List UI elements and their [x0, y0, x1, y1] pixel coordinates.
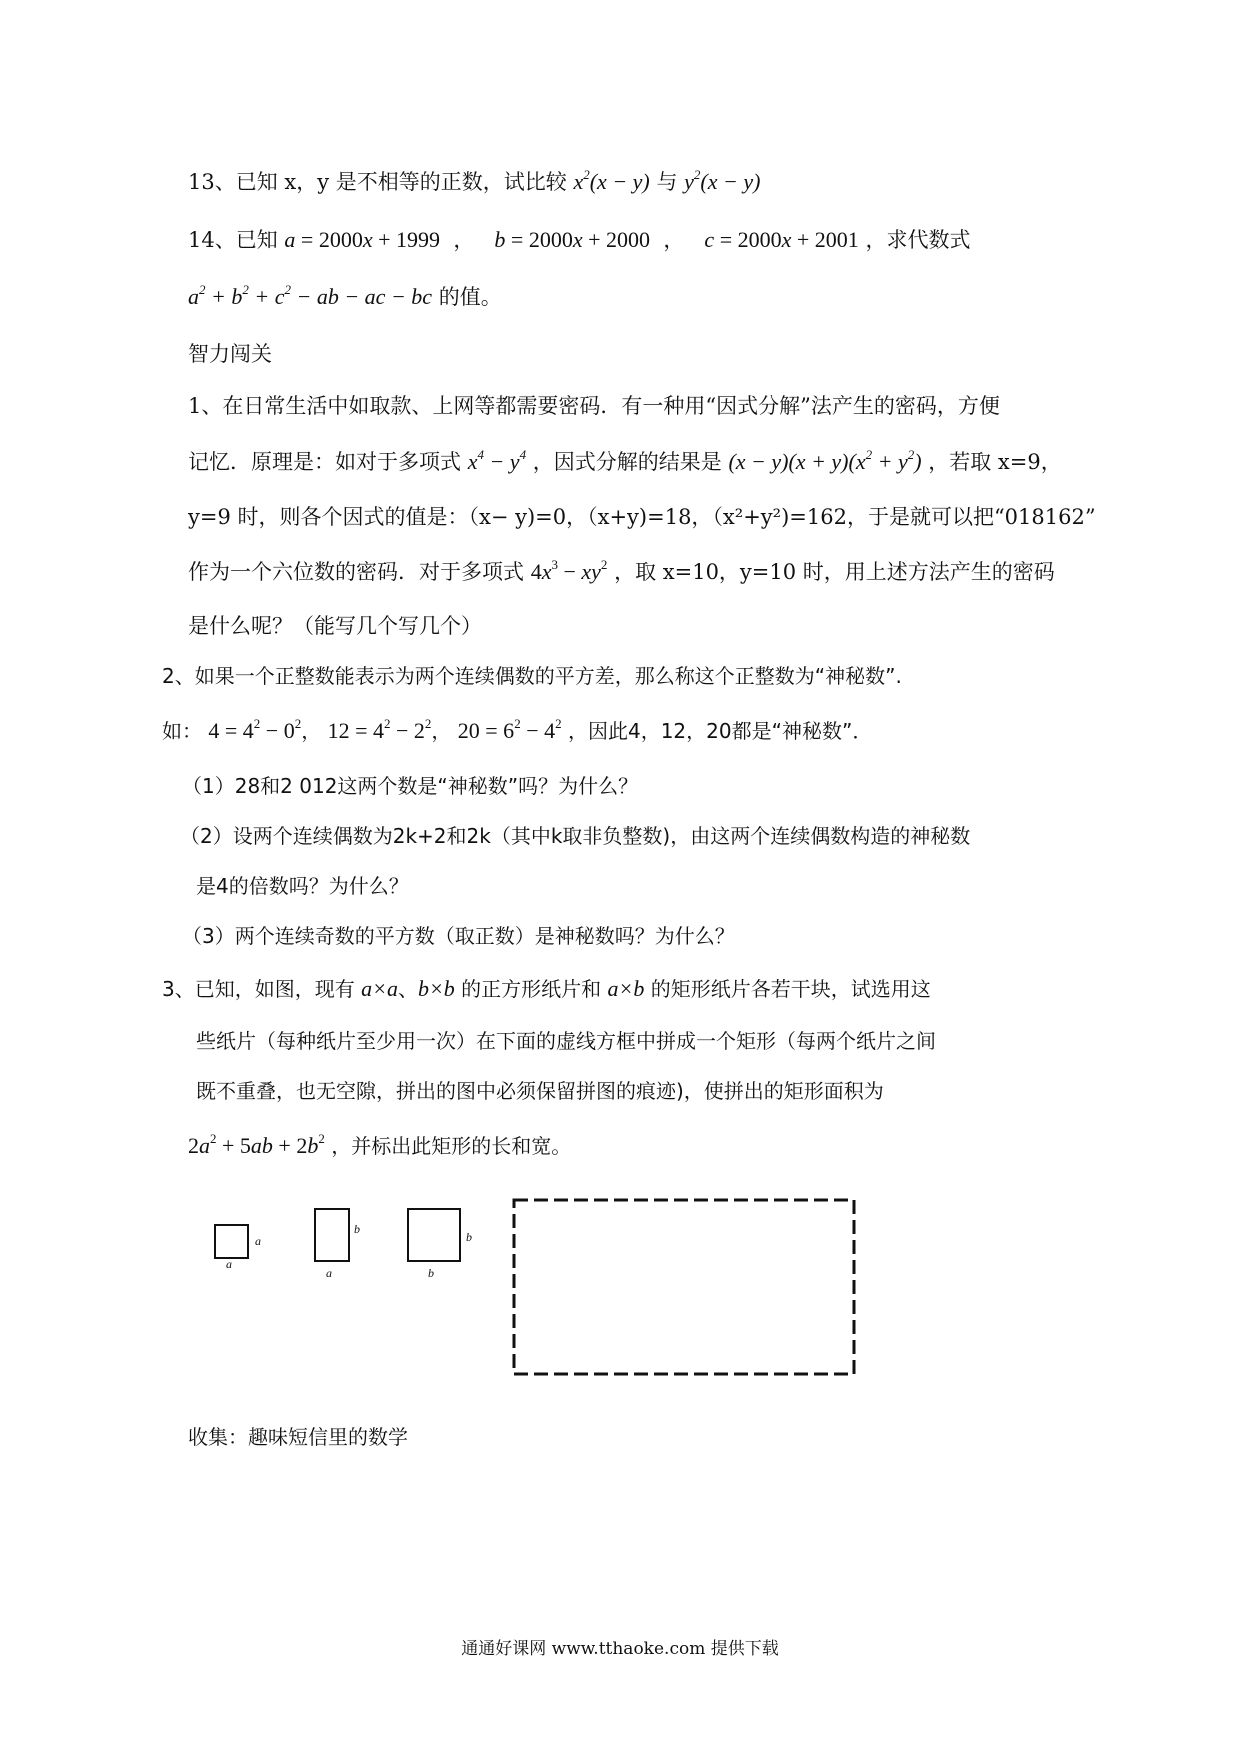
p1-line5: 是什么呢？（能写几个写几个） [188, 614, 482, 638]
tile-b-by-b [407, 1208, 461, 1262]
p3-line4 [188, 1132, 571, 1160]
p2-sub3: （3）两个连续奇数的平方数（取正数）是神秘数吗？为什么？ [182, 924, 735, 948]
q14-expr: $a^2 + b^2 + c^2$ − ab − ac − bc [188, 281, 433, 309]
p1-poly2: $4x^3 - xy^2$ [530, 556, 608, 584]
p3-sep: 、 [397, 977, 418, 1001]
p2-eq3: $20 = 6^2 - 4^2$ [457, 715, 562, 743]
p3-axb: a×b [607, 976, 645, 1001]
tile-a-by-b [314, 1208, 350, 1262]
p2-sub2b: 是4的倍数吗？为什么？ [196, 874, 409, 898]
answer-dashed-box [510, 1196, 860, 1380]
q14-b-eq: b = 2000x + 2000 [494, 227, 651, 252]
tile3-side-label: b [466, 1230, 472, 1244]
p1-factored: $(x - y)(x + y)(x^2 + y^2)$ [728, 446, 922, 474]
tile1-bottom-label: a [226, 1257, 232, 1271]
p1-line2-b: ，因式分解的结果是 [532, 450, 722, 474]
p1-line4-b: ，取 x=10，y=10 时，用上述方法产生的密码 [614, 560, 1055, 584]
p2-line2: 如： $4 = 4^2 - 0^2$， $12 = 4^2 - 2^2$， $20 = 6^2 - 4^2$ ，因此4，12，20都是“神秘数”． [162, 715, 873, 743]
q14-prefix: 14、已知 [188, 228, 278, 252]
question-14-line2 [188, 283, 502, 311]
p1-line2-c: ，若取 x=9， [928, 450, 1062, 474]
q13-mid: 与 [656, 170, 678, 194]
tile2-bottom-label: a [326, 1266, 332, 1280]
p3-line2: 些纸片（每种纸片至少用一次）在下面的虚线方框中拼成一个矩形（每两个纸片之间 [196, 1029, 936, 1053]
question-14: 14、已知 a = 2000x + 1999 ， b = 2000x + 2000 ， c = 2000x + 2001 ，求代数式 [188, 227, 971, 252]
p2-sub1: （1）28和2 012这两个数是“神秘数”吗？为什么？ [182, 774, 639, 798]
section-title: 智力闯关 [188, 342, 272, 366]
p2-eq2: $12 = 4^2 - 2^2$ [327, 715, 432, 743]
p2-line2-a: 如： [162, 719, 202, 743]
p1-line2-a: 记忆．原理是：如对于多项式 [188, 450, 461, 474]
p3-line3: 既不重叠，也无空隙，拼出的图中必须保留拼图的痕迹)，使拼出的矩形面积为 [196, 1079, 884, 1103]
q14-tail: 的值。 [438, 285, 502, 309]
tile3-bottom-label: b [428, 1266, 434, 1280]
q14-a-eq: a = 2000x + 1999 [284, 227, 441, 252]
q13-expr1: $x^2(x - y)$ [573, 166, 650, 194]
p3-area-expr: $2a^2 + 5ab + 2b^2$ [188, 1130, 325, 1158]
q14-c-eq: c = 2000x + 2001 [704, 227, 859, 252]
question-13 [188, 168, 760, 196]
p2-eq1: $4 = 4^2 - 0^2$ [208, 715, 302, 743]
q13-prefix: 13、已知 x，y 是不相等的正数，试比较 [188, 170, 567, 194]
p3-bxb: b×b [417, 976, 455, 1001]
p3-axa: a×a [361, 976, 398, 1001]
p1-line4-a: 作为一个六位数的密码．对于多项式 [188, 560, 524, 584]
collect-line: 收集：趣味短信里的数学 [188, 1425, 408, 1449]
p3-line1-c: 的矩形纸片各若干块，试选用这 [650, 977, 931, 1001]
tile-a-by-a [214, 1224, 249, 1259]
p3-line1 [162, 975, 931, 1003]
tile1-side-label: a [255, 1234, 261, 1248]
p3-line4-b: ，并标出此矩形的长和宽。 [331, 1134, 572, 1158]
p1-line4 [188, 558, 1055, 586]
p2-sub2a: （2）设两个连续偶数为2k+2和2k（其中k取非负整数)，由这两个连续偶数构造的神秘数 [180, 824, 971, 848]
p1-poly: $x^4 - y^4$ [467, 446, 527, 474]
q13-expr2: $y^2(x - y)$ [684, 166, 761, 194]
p3-line1-a: 3、已知，如图，现有 [162, 977, 355, 1001]
footer-credit: 通通好课网 www.tthaoke.com 提供下载 [461, 1639, 779, 1659]
tile2-side-label: b [354, 1222, 360, 1236]
p1-line3: y=9 时，则各个因式的值是：（x− y)=0，（x+y)=18，（x²+y²)=162，于是就可以把“018162” [188, 505, 1096, 529]
q14-suffix: ，求代数式 [865, 228, 971, 252]
p2-line1: 2、如果一个正整数能表示为两个连续偶数的平方差，那么称这个正整数为“神秘数”. [162, 664, 902, 688]
p2-line2-b: ，因此4，12，20都是“神秘数”． [567, 719, 873, 743]
p1-line1: 1、在日常生活中如取款、上网等都需要密码．有一种用“因式分解”法产生的密码，方便 [188, 394, 1000, 418]
p1-line2 [188, 448, 1062, 476]
p3-line1-b: 的正方形纸片和 [461, 977, 602, 1001]
